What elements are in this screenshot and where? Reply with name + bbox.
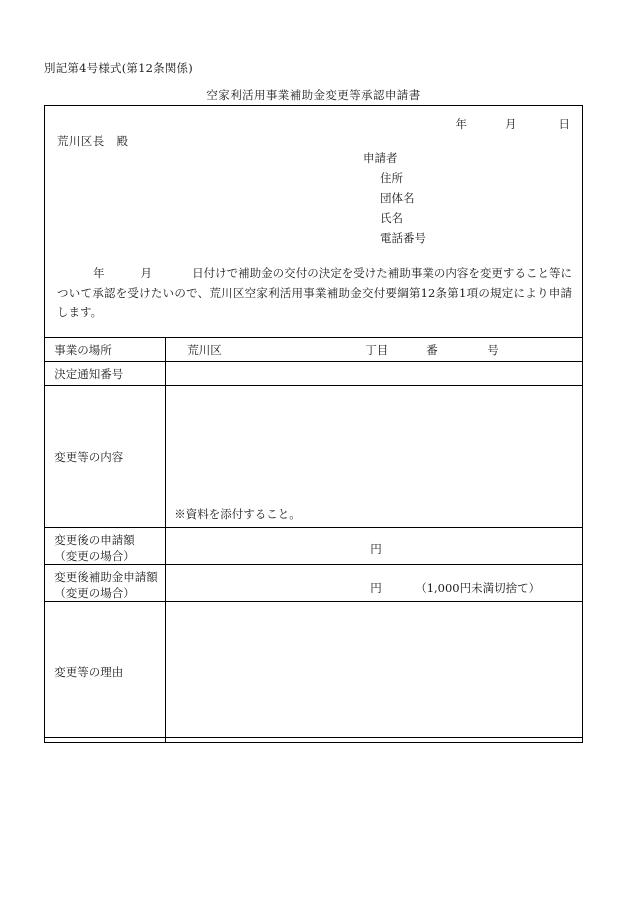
place-chome-label: 丁目: [365, 343, 389, 357]
table-row-change-content: [45, 386, 583, 528]
body-paragraph: [57, 264, 572, 323]
subsidy-after-unit: 円: [370, 581, 382, 595]
date-year-label: 年: [455, 117, 467, 131]
change-content-label: 変更等の内容: [45, 386, 166, 528]
amount-after-unit: 円: [370, 542, 382, 556]
subsidy-after-label: [45, 565, 166, 602]
body-month-label: 月: [140, 266, 153, 280]
place-fields: [166, 342, 582, 360]
body-statement: 日付けで補助金の交付の決定を受けた補助事業の内容を変更すること等について承認を受けたいので、荒川区空家利活用事業補助金交付要綱第12条第1項の規定により申請します。: [57, 266, 573, 319]
place-gou-label: 号: [487, 343, 499, 357]
subsidy-after-label-line2: （変更の場合）: [54, 586, 135, 600]
document-title: 空家利活用事業補助金変更等承認申請書: [206, 88, 421, 102]
place-ban-label: 番: [426, 343, 438, 357]
applicant-heading: 申請者: [363, 151, 398, 165]
place-label: 事業の場所: [45, 338, 166, 362]
applicant-address-label: 住所: [380, 171, 403, 185]
applicant-phone-label: 電話番号: [380, 231, 426, 245]
form-number: 別記第4号様式(第12条関係): [44, 61, 193, 75]
amount-after-value-cell[interactable]: [166, 528, 583, 565]
body-year-label: 年: [93, 266, 105, 280]
table-row-place: [45, 338, 583, 362]
addressee: 荒川区長 殿: [57, 134, 129, 148]
table-row-subsidy-after: [45, 565, 583, 602]
amount-after-label: [45, 528, 166, 565]
notice-number-label: 決定通知番号: [45, 362, 166, 386]
change-reason-label: 変更等の理由: [45, 602, 166, 743]
amount-after-label-line2: （変更の場合）: [54, 549, 135, 563]
notice-number-value[interactable]: [166, 362, 583, 386]
applicant-block: [363, 148, 426, 248]
form-frame: [44, 105, 583, 738]
attachment-note: ※資料を添付すること。: [174, 507, 301, 521]
amount-after-label-line1: 変更後の申請額: [54, 533, 135, 547]
applicant-organization-label: 団体名: [380, 191, 415, 205]
date-month-label: 月: [505, 117, 517, 131]
subsidy-rounding-note: （1,000円未満切捨て）: [415, 581, 541, 595]
date-day-label: 日: [558, 117, 570, 131]
subsidy-after-value-cell[interactable]: [166, 565, 583, 602]
place-value-cell[interactable]: [166, 338, 583, 362]
date-line: [456, 116, 573, 132]
table-row-change-reason: [45, 602, 583, 743]
change-content-value[interactable]: [166, 386, 583, 528]
form-table: [44, 337, 583, 743]
table-row-notice-number: [45, 362, 583, 386]
subsidy-after-label-line1: 変更後補助金申請額: [54, 570, 158, 584]
change-reason-value[interactable]: [166, 602, 583, 743]
place-ward-label: 荒川区: [187, 343, 222, 357]
table-row-amount-after: [45, 528, 583, 565]
applicant-name-label: 氏名: [380, 211, 403, 225]
